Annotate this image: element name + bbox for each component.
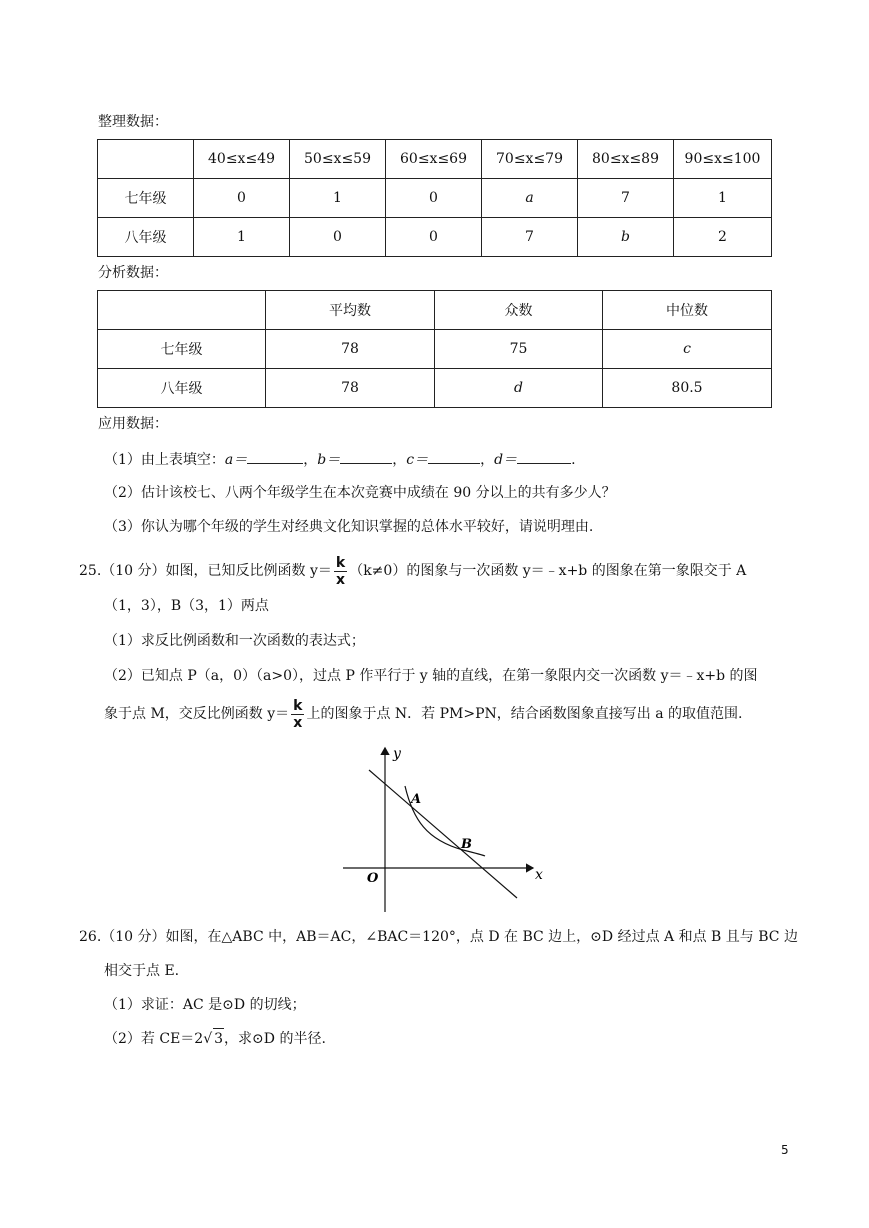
q25-line5	[104, 694, 742, 734]
table-cell: 0	[194, 179, 290, 218]
q24-b-label: b＝	[317, 452, 341, 468]
table-cell: 八年级	[98, 369, 266, 408]
q24-part2: （2）估计该校七、八两个年级学生在本次竞赛中成绩在 90 分以上的共有多少人？	[104, 485, 616, 501]
table-header-cell: 平均数	[266, 291, 435, 330]
table-cell: 1	[290, 179, 386, 218]
table-header-cell: 众数	[435, 291, 603, 330]
table-cell: 1	[194, 218, 290, 257]
point-a-label: A	[411, 792, 422, 807]
q24-part3: （3）你认为哪个年级的学生对经典文化知识掌握的总体水平较好，请说明理由.	[104, 519, 594, 535]
q25-line2: （1，3），B（3，1）两点	[104, 598, 269, 614]
q25-line5-b: 上的图象于点 N．若 PM>PN，结合函数图象直接写出 a 的取值范围.	[306, 706, 743, 722]
separator: ，	[303, 452, 318, 468]
q26-line1: 26.（10 分）如图，在△ABC 中，AB＝AC，∠BAC＝120°，点 D 在 BC 边上，⊙D 经过点 A 和点 B 且与 BC 边	[79, 929, 798, 945]
table-cell: 0	[386, 218, 482, 257]
x-axis-label: x	[535, 867, 543, 883]
q25-line4: （2）已知点 P（a，0）（a>0），过点 P 作平行于 y 轴的直线，在第一象限内交一次函数 y＝﹣x+b 的图	[104, 668, 758, 684]
separator: ，	[480, 452, 495, 468]
table-header-cell: 50≤x≤59	[290, 140, 386, 179]
q25-line1-b: （k≠0）的图象与一次函数 y＝﹣x+b 的图象在第一象限交于 A	[349, 563, 747, 579]
q26-line4-b: ，求⊙D 的半径.	[224, 1031, 326, 1047]
sqrt-symbol: √	[203, 1031, 213, 1047]
table-cell: 78	[266, 369, 435, 408]
point-b-label: B	[461, 837, 472, 852]
q25-line1	[79, 553, 746, 589]
frequency-table	[97, 139, 772, 257]
q24-a-label: a＝	[224, 452, 248, 468]
fraction-denominator: x	[336, 571, 346, 588]
table-header-row	[98, 140, 772, 179]
q26-line2: 相交于点 E.	[104, 963, 180, 979]
q25-line5-a: 象于点 M，交反比例函数 y＝	[104, 706, 290, 722]
table-header-cell	[98, 291, 266, 330]
table-cell: 78	[266, 330, 435, 369]
table-cell: 2	[674, 218, 772, 257]
table-header-cell: 60≤x≤69	[386, 140, 482, 179]
fraction-denominator: x	[293, 714, 303, 731]
separator: ，	[392, 452, 407, 468]
q25-line3: （1）求反比例函数和一次函数的表达式；	[104, 633, 365, 649]
table-header-cell	[98, 140, 194, 179]
q24-d-label: d＝	[494, 452, 518, 468]
table-cell: c	[603, 330, 772, 369]
fraction-numerator: k	[293, 697, 303, 714]
table-cell: 七年级	[98, 179, 194, 218]
table-cell: 0	[290, 218, 386, 257]
section-apply-heading: 应用数据：	[98, 416, 168, 432]
statistics-table	[97, 290, 772, 408]
period: .	[571, 452, 576, 468]
section-organize-heading: 整理数据：	[98, 114, 168, 130]
page-number: 5	[781, 1143, 789, 1157]
fraction-numerator: k	[335, 554, 346, 571]
table-header-cell: 80≤x≤89	[578, 140, 674, 179]
section-analyze-heading: 分析数据：	[98, 265, 168, 281]
q24-part1	[104, 449, 576, 470]
table-cell: d	[435, 369, 603, 408]
origin-label: O	[367, 871, 379, 886]
table-cell: 0	[386, 179, 482, 218]
answer-blank-b[interactable]	[340, 449, 392, 464]
sqrt-radicand: 3	[213, 1028, 224, 1049]
table-row	[98, 179, 772, 218]
answer-blank-d[interactable]	[517, 449, 571, 464]
table-row	[98, 218, 772, 257]
table-cell: a	[482, 179, 578, 218]
table-cell: 75	[435, 330, 603, 369]
table-cell: b	[578, 218, 674, 257]
table-cell: 7	[578, 179, 674, 218]
fraction-k-over-x	[291, 698, 304, 731]
q25-line1-a: 25.（10 分）如图，已知反比例函数 y＝	[79, 563, 332, 579]
fraction-k-over-x	[334, 555, 347, 588]
q26-line4	[104, 1028, 326, 1049]
table-cell: 1	[674, 179, 772, 218]
table-row	[98, 330, 772, 369]
q24-part1-prefix: （1）由上表填空：	[104, 452, 225, 468]
answer-blank-c[interactable]	[428, 449, 480, 464]
answer-blank-a[interactable]	[247, 449, 303, 464]
linear-function-line	[369, 770, 517, 898]
table-row	[98, 369, 772, 408]
table-header-cell: 70≤x≤79	[482, 140, 578, 179]
function-graph-figure	[335, 740, 555, 915]
table-header-cell: 40≤x≤49	[194, 140, 290, 179]
table-cell: 80.5	[603, 369, 772, 408]
table-header-cell: 90≤x≤100	[674, 140, 772, 179]
table-cell: 7	[482, 218, 578, 257]
table-header-cell: 中位数	[603, 291, 772, 330]
q24-c-label: c＝	[406, 452, 429, 468]
y-axis-label: y	[393, 746, 401, 762]
table-cell: 八年级	[98, 218, 194, 257]
table-header-row	[98, 291, 772, 330]
table-cell: 七年级	[98, 330, 266, 369]
q26-line3: （1）求证：AC 是⊙D 的切线；	[104, 997, 306, 1013]
q26-line4-a: （2）若 CE＝2	[104, 1031, 204, 1047]
